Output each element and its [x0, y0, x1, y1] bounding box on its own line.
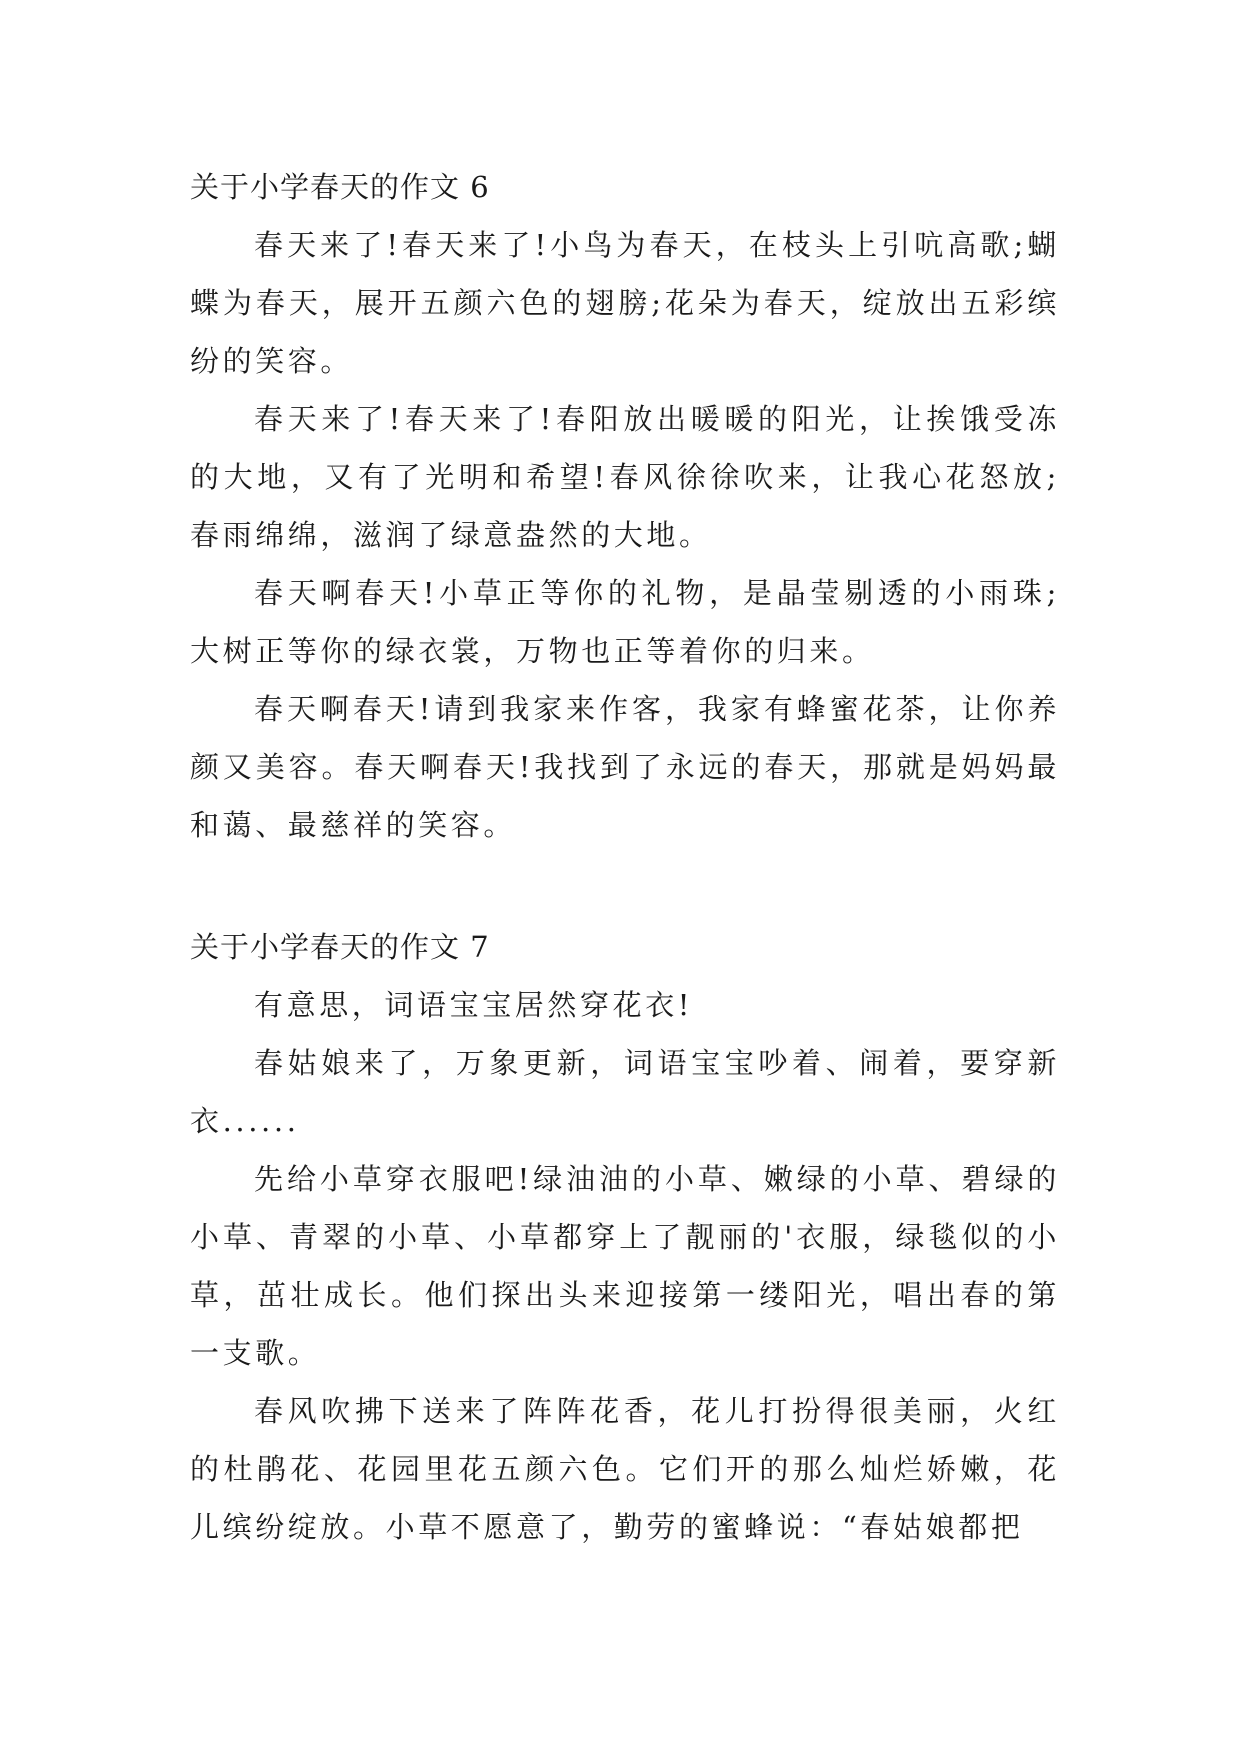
essay-6-paragraph-4: 春天啊春天!请到我家来作客，我家有蜂蜜花茶，让你养颜又美容。春天啊春天!我找到了永远的春天，那就是妈妈最和蔼、最慈祥的笑容。 — [190, 692, 1060, 842]
essay-7-paragraph-2: 春姑娘来了，万象更新，词语宝宝吵着、闹着，要穿新衣...... — [190, 1046, 1060, 1138]
essay-6-paragraph-1: 春天来了!春天来了!小鸟为春天，在枝头上引吭高歌;蝴蝶为春天，展开五颜六色的翅膀;花朵为春天，绽放出五彩缤纷的笑容。 — [190, 228, 1060, 378]
essay-7-paragraph-1: 有意思，词语宝宝居然穿花衣! — [254, 988, 694, 1022]
essay-7-title: 关于小学春天的作文 7 — [190, 930, 490, 964]
essay-6-paragraph-3: 春天啊春天!小草正等你的礼物，是晶莹剔透的小雨珠;大树正等你的绿衣裳，万物也正等着你的归来。 — [190, 576, 1060, 668]
essay-7-paragraph-4: 春风吹拂下送来了阵阵花香，花儿打扮得很美丽，火红的杜鹃花、花园里花五颜六色。它们开的那么灿烂娇嫩，花儿缤纷绽放。小草不愿意了，勤劳的蜜蜂说：“春姑娘都把 — [190, 1394, 1060, 1544]
essay-6-paragraph-2: 春天来了!春天来了!春阳放出暖暖的阳光，让挨饿受冻的大地，又有了光明和希望!春风徐徐吹来，让我心花怒放;春雨绵绵，滋润了绿意盎然的大地。 — [190, 402, 1060, 552]
essay-6-title: 关于小学春天的作文 6 — [190, 170, 490, 204]
essay-7-paragraph-3: 先给小草穿衣服吧!绿油油的小草、嫩绿的小草、碧绿的小草、青翠的小草、小草都穿上了靓丽的'衣服，绿毯似的小草，茁壮成长。他们探出头来迎接第一缕阳光，唱出春的第一支歌。 — [190, 1162, 1060, 1370]
essay-6 — [190, 158, 1060, 854]
essay-7 — [190, 918, 1060, 1556]
document-body — [190, 158, 1060, 1556]
